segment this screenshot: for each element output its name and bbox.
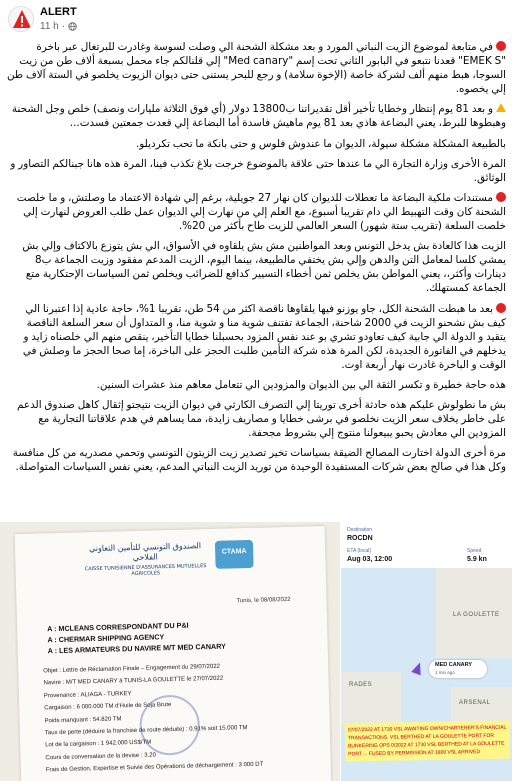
letter-line: Cours de conversation de la devise : 3.20 [45, 752, 156, 762]
post-paragraph: بالطبيعة المشكلة مشكلة سيولة، الديوان ما عندوش فلوس و حتى بانكة ما تحب تكرديلو. [136, 137, 506, 150]
eta-label: ETA (local) [347, 548, 372, 554]
letter-line: Cargaison : 6 000.000 TM d'Huile de Soja Brute [44, 702, 172, 712]
globe-icon [68, 22, 77, 31]
red-circle-icon [496, 303, 506, 313]
place-label: RADES [349, 682, 373, 688]
vessel-tracking-photo[interactable] [341, 522, 512, 781]
letter-line: Poids manquant : 54.820 TM [44, 715, 122, 725]
post-paragraph [6, 302, 506, 372]
document-photo[interactable] [0, 522, 340, 781]
letter-line: Navire : M/T MED CANARY à TUNIS-LA GOULETTE le 27/07/2022 [43, 676, 224, 687]
letter-addressees [47, 619, 226, 657]
place-label: ARSENAL [459, 700, 491, 706]
speed-value: 5.9 kn [467, 556, 487, 563]
paragraph-text: مستندات ملكية البضاعة ما تعطلات للديوان كان نهار 27 جويلية، برغم إلي شهادة الاعتماد ما وصلتش، و ما خلصت الشحنة كان وقت التهبيط الي دام تقريبا أسبوع، مع العلم إلي من نهارت إلي الديوان عمل طلب العروض لنهارت إلي خلصت السلعة (تقريب ستة شهور) السعر العالمي للزيت طاح بأكثر من 20%. [16, 191, 506, 233]
paragraph-text: و بعد 81 يوم إنتظار وخطايا تأخير أقل تقديراتنا ب13800 دولار (أي فوق الثلاثة مليارات ونصف) خلص وجل الشحنة وهبطوها للبرط، يعني البضاعة هاذي بعد 81 يوم ماهيش فاسدة أما البضاعة إلي قعدت جمعتين فسدت... [11, 103, 506, 130]
paragraph-text: في متابعة لموضوع الزيت النباتي المورد و بعد مشكلة الشحنة الي وصلت لسوسة وغادرت للبرتغال عبر باخرة "EMEK S" قعدنا نتبعو في البابور الثاني تحت إسم "Med canary" إلي قلنالكم جاء محمل بسبعة ألاف طن من زيت السوجا، هبط منهم ألف لشركة خاصة (الإخوة سلامة) و رجع للبحر يستنى حتى ديوان الزيوت يخلصو في الستة آلاف طن إلي يخصوه. [7, 41, 506, 96]
post-paragraph: المرة الأخرى وزارة التجارة الي ما عندها حتى علاقة بالموضوع خرجت بلاغ تكذب فينا، المرة هذه هانا جبنالكم التصاور و الوثائق. [10, 157, 506, 184]
post-paragraph [6, 191, 506, 233]
addressee: A : CHERMAR SHIPPING AGENCY [47, 632, 165, 645]
addressee: A : MCLEANS CORRESPONDANT DU P&I [47, 620, 189, 634]
post-paragraph: بش ما نطولوش عليكم هذه حادثة أخرى توريتا إلي التصرف الكارثي في ديوان الزيت نتيجتو إثقال كاهل صندوق الدعم على خاطر يخلاف سعر الزيت نخلصو في برشى خطايا و مصاريف زايدة، مما يساهم في هدم علاقاتنا التجارية مع المزودين الي معادش يحبو يبيعولنا منتوج إلي بشروط مجحفة. [16, 399, 506, 440]
addressee: A : LES ARMATEURS DU NAVIRE M/T MED CANARY [47, 641, 226, 656]
post-paragraph: الزيت هذا كالعادة بش يدخل التونس وبعد المواطنين مش بش يلقاوه في الأسواق، الي بش يتوزع بالاكتاف وإلي بش يمشي كلسا لمعامل التن والدهن وإلي بش يختفي مالطبيعة، بينما اليوم، الزيت المدعم مفقود وزيت الجماعة ب8 دينارات وأكثر،، يعني المواطن بش يخلص ثمن أخطاء التسيير كدافع للضرائب ويخلص ثمن السياسات الإحتكارية متع الجماعة كمستهلك. [22, 240, 506, 295]
post-paragraph [6, 102, 506, 130]
vessel-info-panel [341, 522, 512, 568]
paragraph-text: بعد ما هبطت الشحنة الكل، جاو يوزنو فيها يلقاوها ناقصة اكثر من 54 طن، تقريبا 1%، حاجة عادية إذا اعتبرنا الي كيف بش نشحنو الزيت في 2000 شاحنة، الجماعة تفتنف شوية منا و شوية منا، و المتداول أن سعر السلعة الناقصة يتقيد و الدولة الي جابية كيف تعاودو تشري بو عند نفس المزود بحسبلنا خطايا التأخير، ينقص منهم الي خلصناه زايد و يدخلهم في الفاتورة الجديدة، لكن المرة هذه شركة التأمين طلبت الحجز على الباخرة، إما صحا الحجز ما وصلش في الوقت و الباخرة غادرت نهار أربعة اوت. [22, 302, 506, 371]
red-circle-icon [496, 192, 506, 202]
letter-line: Lot de la cargaison : 1 942.000 US$/TM [45, 740, 152, 749]
letter-line: Objet : Lettre de Réclamation Finale – Engagement du 29/07/2022 [43, 663, 221, 675]
letter-date: Tunis, le 08/08/2022 [236, 596, 291, 605]
post-author[interactable]: ALERT [40, 6, 77, 18]
map-land [341, 672, 401, 727]
red-circle-icon [496, 41, 506, 51]
destination-value: ROCDN [347, 535, 373, 542]
destination-label: Destination [347, 527, 373, 533]
letter-details [43, 658, 326, 777]
ctama-logo-text: CTAMA [221, 548, 247, 556]
letter-line: Taux de perte (déduire la franchise de route déduite) : 0.91% soit 15.000 TM [44, 725, 248, 737]
ctama-logo [215, 540, 254, 569]
warning-icon [496, 103, 506, 112]
post-photos [0, 522, 512, 781]
vessel-label[interactable] [429, 660, 487, 678]
post-header [0, 0, 512, 40]
letter-line: Frais de Gestion, Expertise et Suivie des Opérations de déchargement : 3 000 DT [45, 761, 264, 774]
page-avatar[interactable] [8, 6, 34, 32]
post-paragraph [6, 40, 506, 96]
claim-letter [15, 526, 332, 781]
speed-label: Speed [467, 548, 482, 554]
eta-value: Aug 03, 12:00 [347, 556, 393, 563]
post-text [6, 40, 506, 510]
letter-line: Provenance : ALIAGA - TURKEY [43, 690, 132, 700]
post-time[interactable]: 11 h [40, 21, 59, 32]
place-label: LA GOULETTE [453, 612, 500, 618]
ship-marker-icon[interactable] [411, 661, 425, 676]
org-subtitle: CAISSE TUNISIENNE D'ASSURANCES MUTUELLES AGRICOLES [84, 563, 207, 578]
post-paragraph: هذه حاجة خطيرة و تكسر الثقة الي بين الديوان والمزودين الي تتعامل معاهم منذ عشرات السنين. [96, 378, 506, 391]
vessel-name: MED CANARY [435, 662, 473, 668]
alert-logo-icon [9, 7, 34, 32]
vessel-last-seen: 1 min ago [435, 670, 455, 675]
meta-separator: · [61, 21, 66, 32]
post-paragraph: مرة أخرى الدولة اختارت المصالح الضيقة بسياسات تخير تصدير زيت الزيتون التونسي وتحمي مصدريه من كل منافسة وكل هذا في صالح بعض شركات المستفيدة الوحيدة من توريد الزيت النباتي المدعم، يعني نفس السياسات المتواصلة. [12, 447, 506, 474]
post-meta [40, 21, 77, 32]
org-title: الصندوق التونسي للتأمين التعاوني الفلاحي [88, 541, 202, 563]
highlighted-note: 07/07/2022 AT 1730 VSL AWAITING OWN/CHARTERER'S FINANCIAL TRANSACTIONS. VSL BERTHED AT LA GOULETTE PORT FOR BUNKERING OPS 0/2022 AT 1730 VSL BERTHED AT LA GOULETTE PORT ... FUSED BY PERMISSION AT 1800 VSL ARRIVED [345, 721, 511, 762]
